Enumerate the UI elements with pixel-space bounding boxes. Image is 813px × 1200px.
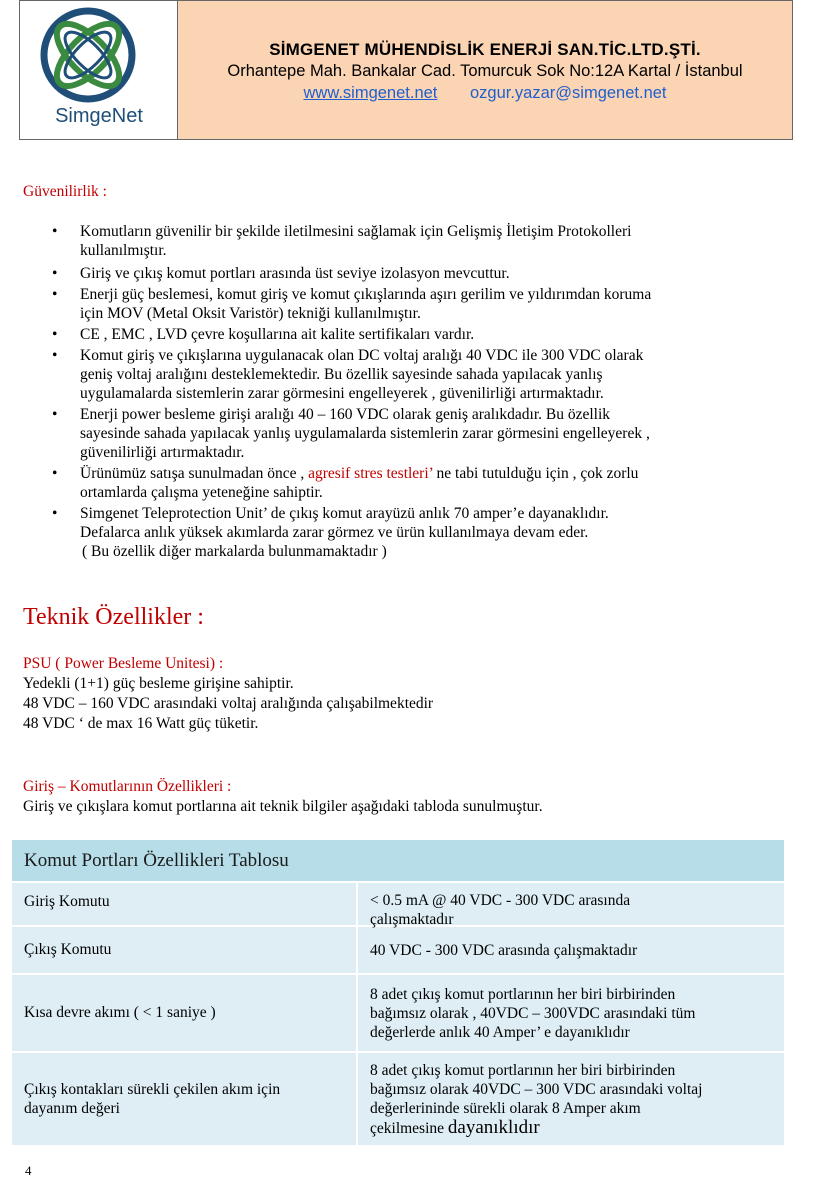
cell-text: bağımsız olarak , 40VDC – 300VDC arasındaki tüm — [370, 1004, 696, 1022]
list-item — [0, 464, 813, 502]
psu-title: PSU ( Power Besleme Unitesi) : — [23, 655, 224, 672]
page-number: 4 — [25, 1163, 32, 1178]
bullet-text: Simgenet Teleprotection Unit’ de çıkış komut arayüzü anlık 70 amper’e dayanaklıdır. — [80, 505, 609, 522]
technical-heading: Teknik Özellikler : — [23, 604, 204, 630]
bullet-text: için MOV (Metal Oksit Varistör) tekniği kullanılmıştır. — [80, 305, 421, 322]
table-cell-value — [358, 1053, 784, 1145]
table-cell-value — [358, 975, 784, 1051]
bullet-text: Enerji power besleme girişi aralığı 40 – 160 VDC olarak geniş aralıkdadır. Bu özellik — [80, 406, 611, 423]
bullet-text: Enerji güç beslemesi, komut giriş ve komut çıkışlarında aşırı gerilim ve yıldırımdan koruma — [80, 286, 652, 303]
list-item — [0, 264, 813, 283]
psu-line: Yedekli (1+1) güç besleme girişine sahiptir. — [23, 675, 294, 692]
table-cell-label: Giriş Komutu — [12, 883, 358, 925]
bullet-icon: • — [52, 286, 58, 303]
simgenet-logo-icon — [38, 5, 138, 105]
company-links — [178, 84, 792, 103]
bullet-text: Komutların güvenilir bir şekilde iletilmesini sağlamak için Gelişmiş İletişim Protokolleri — [80, 223, 632, 240]
list-item — [0, 222, 813, 260]
website-link[interactable]: www.simgenet.net — [303, 84, 438, 102]
table-cell-value — [358, 883, 784, 928]
bullet-text: Komut giriş ve çıkışlarına uygulanacak olan DC voltaj aralığı 40 VDC ile 300 VDC olarak — [80, 347, 644, 364]
cell-text: değerlerininde sürekli olarak 8 Amper akım — [370, 1099, 641, 1117]
bullet-icon: • — [52, 347, 58, 364]
stress-text-highlight: agresif stres testleri’ — [308, 465, 433, 482]
bullet-text: kullanılmıştır. — [80, 242, 167, 259]
stress-text-post: ne tabi tutulduğu için , çok zorlu — [432, 465, 639, 482]
bullet-text: sayesinde sahada yapılacak yanlış uygulamalarda sistemlerin zarar görmesini engelleyerek , — [80, 425, 650, 442]
reliability-title: Güvenilirlik : — [23, 183, 107, 200]
bullet-text: güvenilirliği artırmaktadır. — [80, 444, 245, 461]
bullet-text: ortamlarda çalışma yeteneğine sahiptir. — [80, 484, 323, 501]
cell-text: dayanım değeri — [24, 1100, 120, 1117]
stress-text-pre: Ürünümüz satışa sunulmadan önce , — [80, 465, 309, 482]
cell-text: 8 adet çıkış komut portlarının her biri birbirinden — [370, 985, 676, 1003]
psu-line: 48 VDC – 160 VDC arasındaki voltaj aralığında çalışabilmektedir — [23, 695, 434, 712]
command-ports-table — [12, 840, 784, 1145]
bullet-text: ( Bu özellik diğer markalarda bulunmamaktadır ) — [82, 543, 387, 560]
table-row — [12, 973, 784, 1051]
cell-text: Çıkış kontakları sürekli çekilen akım için — [24, 1081, 281, 1098]
list-item — [0, 346, 813, 403]
input-commands-desc: Giriş ve çıkışlara komut portlarına ait teknik bilgiler aşağıdaki tabloda sunulmuştur. — [23, 798, 543, 815]
company-name: SİMGENET MÜHENDİSLİK ENERJİ SAN.TİC.LTD.ŞTİ. — [269, 40, 701, 59]
logo-text: SimgeNet — [55, 105, 143, 127]
letterhead — [19, 0, 793, 140]
table-row — [12, 881, 784, 928]
bullet-icon: • — [52, 406, 58, 423]
list-item — [0, 405, 813, 462]
bullet-icon: • — [52, 505, 58, 522]
cell-text: bağımsız olarak 40VDC – 300 VDC arasındaki voltaj — [370, 1080, 703, 1098]
table-title: Komut Portları Özellikleri Tablosu — [12, 840, 784, 881]
bullet-text: CE , EMC , LVD çevre koşullarına ait kalite sertifikaları vardır. — [80, 326, 475, 343]
list-item — [0, 325, 813, 344]
bullet-text: Giriş ve çıkış komut portları arasında üst seviye izolasyon mevcuttur. — [80, 265, 510, 282]
table-cell-value: 40 VDC - 300 VDC arasında çalışmaktadır — [370, 941, 638, 959]
cell-text — [370, 1118, 784, 1138]
bullet-text: uygulamalarda sistemlerin zarar görmesini engelleyerek , güvenilirliği artırmaktadır. — [80, 385, 604, 402]
bullet-icon: • — [52, 265, 58, 282]
cell-text-small: çekilmesine — [370, 1119, 448, 1137]
company-address: Orhantepe Mah. Bankalar Cad. Tomurcuk Sok No:12A Kartal / İstanbul — [227, 62, 743, 80]
reliability-list — [0, 222, 813, 561]
table-row — [12, 925, 784, 973]
list-item — [0, 504, 813, 561]
bullet-icon: • — [52, 465, 58, 482]
cell-text: 8 adet çıkış komut portlarının her biri birbirinden — [370, 1061, 676, 1079]
psu-line: 48 VDC ‘ de max 16 Watt güç tüketir. — [23, 715, 259, 732]
email-link[interactable]: ozgur.yazar@simgenet.net — [469, 84, 667, 102]
cell-text: değerlerde anlık 40 Amper’ e dayanıklıdır — [370, 1023, 630, 1041]
table-cell-label: Çıkış Komutu — [12, 927, 358, 973]
bullet-text: Defalarca anlık yüksek akımlarda zarar görmez ve ürün kullanılmaya devam eder. — [80, 524, 589, 541]
cell-text-large: dayanıklıdır — [447, 1116, 540, 1138]
table-cell-label — [12, 1053, 358, 1145]
list-item — [0, 285, 813, 323]
table-row — [12, 1051, 784, 1145]
logo-box — [20, 1, 178, 139]
bullet-text — [80, 464, 773, 483]
input-commands-title: Giriş – Komutlarının Özellikleri : — [23, 778, 232, 795]
company-info — [178, 1, 792, 139]
bullet-text: geniş voltaj aralığını desteklemektedir. Bu özellik sayesinde sahada yapılacak yanlış — [80, 366, 603, 383]
table-cell-label: Kısa devre akımı ( < 1 saniye ) — [12, 975, 358, 1051]
bullet-icon: • — [52, 326, 58, 343]
cell-text: çalışmaktadır — [370, 911, 454, 928]
bullet-icon: • — [52, 223, 58, 240]
cell-text: < 0.5 mA @ 40 VDC - 300 VDC arasında — [370, 892, 631, 909]
